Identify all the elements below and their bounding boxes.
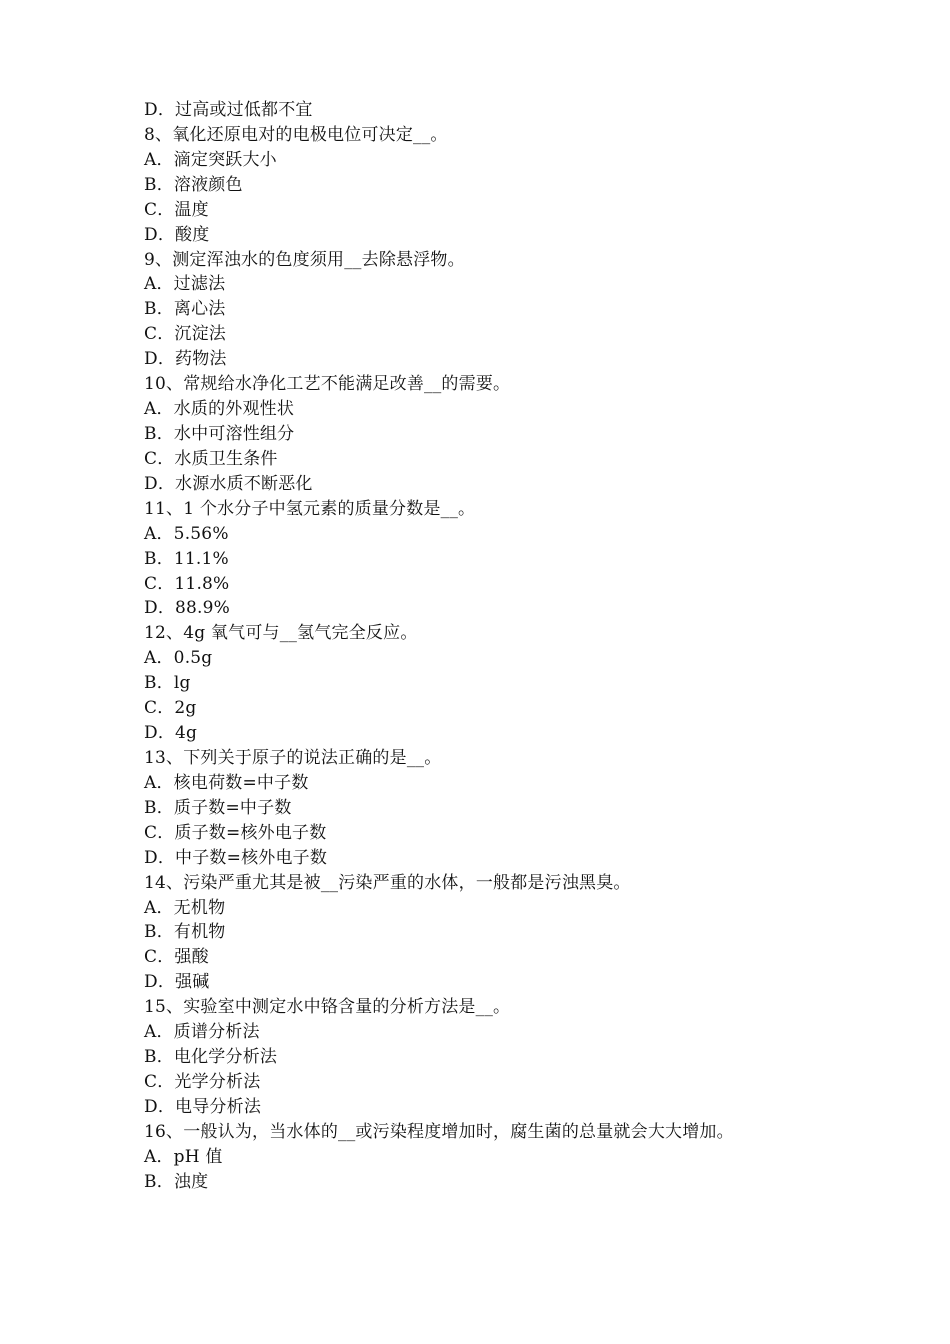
answer-option: A．核电荷数=中子数 xyxy=(144,772,309,793)
question-text: 10、常规给水净化工艺不能满足改善__的需要。 xyxy=(144,374,511,395)
question-text: 13、下列关于原子的说法正确的是__。 xyxy=(144,747,442,768)
answer-option: A．pH 值 xyxy=(144,1146,223,1167)
question-text: 14、污染严重尤其是被__污染严重的水体，一般都是污浊黑臭。 xyxy=(144,872,631,893)
answer-option: B．离心法 xyxy=(144,299,226,320)
answer-option: A．质谱分析法 xyxy=(144,1022,260,1043)
answer-option: D．电导分析法 xyxy=(144,1096,262,1117)
question-list xyxy=(144,98,844,1195)
answer-option: C．光学分析法 xyxy=(144,1071,261,1092)
answer-option: C．水质卫生条件 xyxy=(144,448,278,469)
answer-option: A．滴定突跃大小 xyxy=(144,149,277,170)
answer-option: D．88.9% xyxy=(144,598,231,619)
answer-option: D．强碱 xyxy=(144,972,210,993)
answer-option: D．4g xyxy=(144,723,198,744)
answer-option: C．2g xyxy=(144,698,197,719)
answer-option: A．5.56% xyxy=(144,523,229,544)
answer-option: A．0.5g xyxy=(144,648,213,669)
question-text: 11、1 个水分子中氢元素的质量分数是__。 xyxy=(144,498,476,519)
answer-option: B．有机物 xyxy=(144,922,226,943)
answer-option: B．水中可溶性组分 xyxy=(144,423,295,444)
question-text: 15、实验室中测定水中铬含量的分析方法是__。 xyxy=(144,997,511,1018)
answer-option: D．中子数=核外电子数 xyxy=(144,847,328,868)
answer-option: B．浊度 xyxy=(144,1171,209,1192)
answer-option: C．沉淀法 xyxy=(144,324,227,345)
answer-option: D．过高或过低都不宜 xyxy=(144,100,313,120)
answer-option: A．过滤法 xyxy=(144,274,226,295)
answer-option: B．lg xyxy=(144,673,191,694)
answer-option: C．温度 xyxy=(144,199,209,220)
question-text: 8、氧化还原电对的电极电位可决定__。 xyxy=(144,124,448,145)
answer-option: D．水源水质不断恶化 xyxy=(144,473,313,494)
answer-option: B．质子数=中子数 xyxy=(144,797,292,818)
answer-option: B．溶液颜色 xyxy=(144,174,243,195)
answer-option: D．酸度 xyxy=(144,224,210,245)
question-text: 16、一般认为，当水体的__或污染程度增加时，腐生菌的总量就会大大增加。 xyxy=(144,1121,734,1142)
question-text: 9、测定浑浊水的色度须用__去除悬浮物。 xyxy=(144,249,465,270)
answer-option: C．质子数=核外电子数 xyxy=(144,822,327,843)
answer-option: B．11.1% xyxy=(144,548,229,569)
answer-option: A．无机物 xyxy=(144,897,226,918)
answer-option: A．水质的外观性状 xyxy=(144,399,295,420)
answer-option: C．强酸 xyxy=(144,947,209,968)
answer-option: B．电化学分析法 xyxy=(144,1047,278,1068)
question-text: 12、4g 氧气可与__氢气完全反应。 xyxy=(144,623,418,644)
answer-option: D．药物法 xyxy=(144,349,227,370)
answer-option: C．11.8% xyxy=(144,573,230,594)
